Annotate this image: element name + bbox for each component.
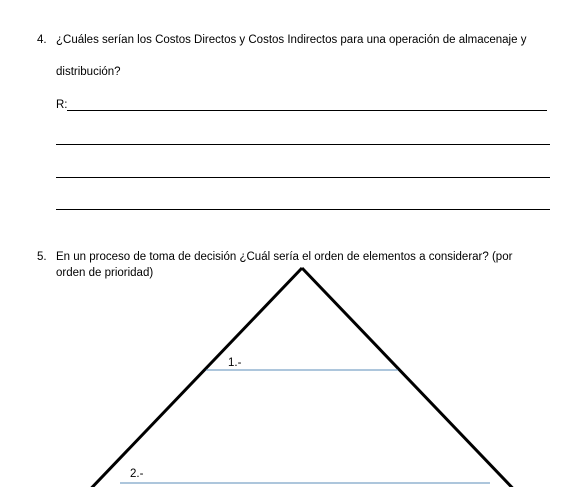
pyramid-level1-label: 1.- xyxy=(228,357,242,369)
pyramid-level2-label: 2.- xyxy=(130,468,144,480)
q4-question-line2: distribución? xyxy=(56,66,121,78)
q4-number: 4. xyxy=(37,34,47,46)
pyramid-right-edge xyxy=(302,268,524,487)
q4-question-line1: ¿Cuáles serían los Costos Directos y Costos Indirectos para una operación de almacenaje y xyxy=(56,34,527,46)
q5-question-line1: En un proceso de toma de decisión ¿Cuál sería el orden de elementos a considerar? (por xyxy=(56,251,513,263)
q5-number: 5. xyxy=(37,251,47,263)
q5-question-line2: orden de prioridad) xyxy=(56,267,154,279)
q4-answer-label: R: xyxy=(56,99,68,111)
pyramid-left-edge xyxy=(80,268,302,487)
